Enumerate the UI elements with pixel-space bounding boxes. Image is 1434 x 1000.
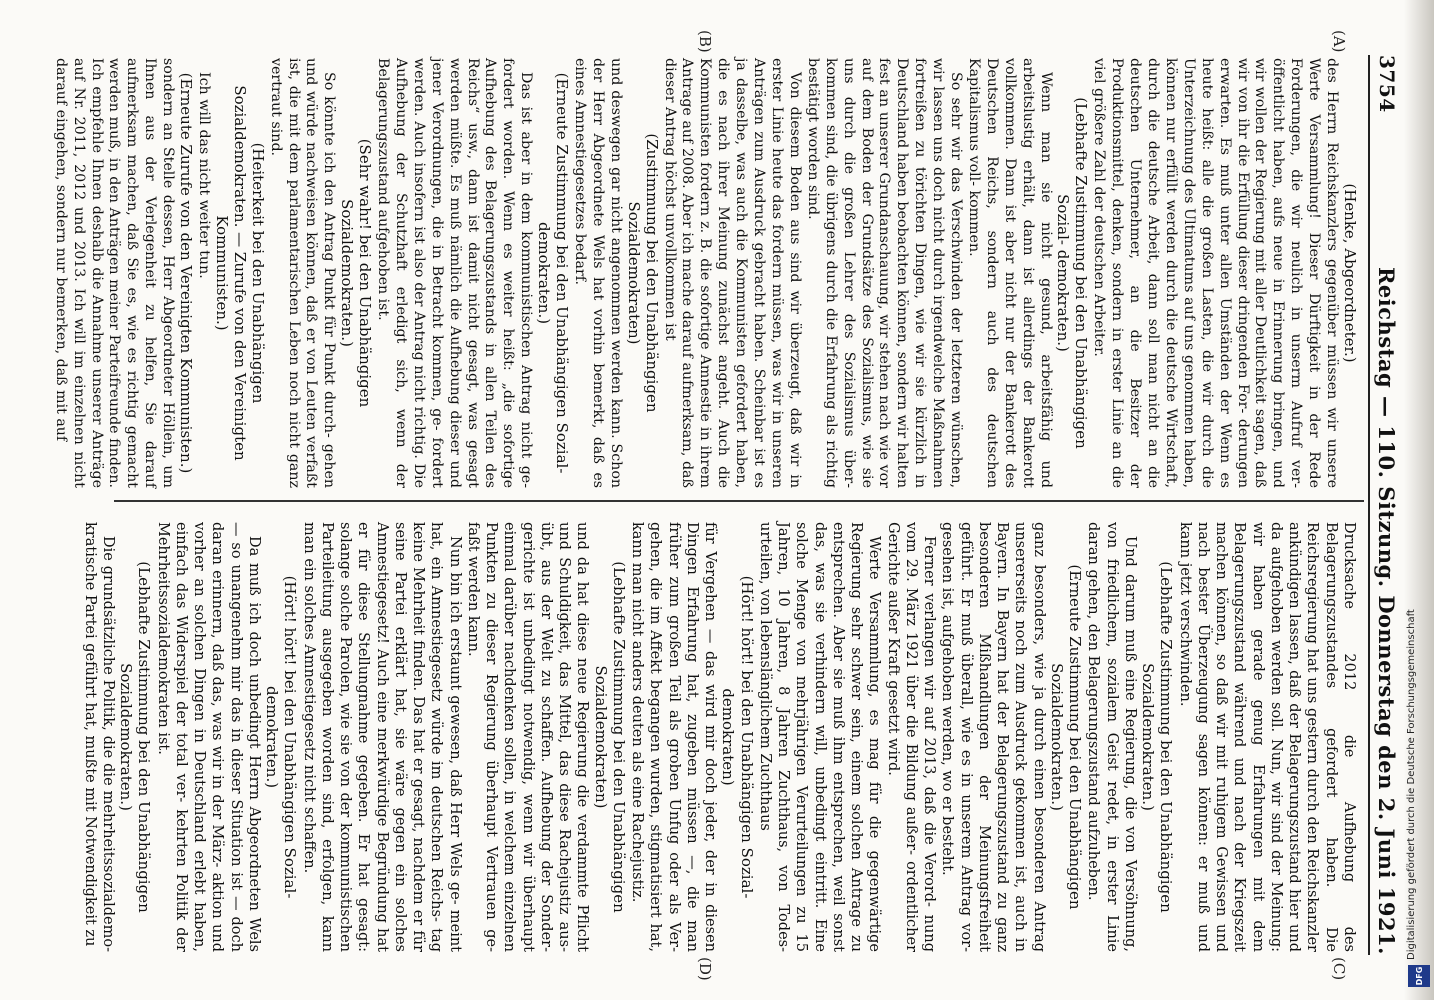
stage-direction: (Lebhafte Zustimmung bei den Unabhängigen Sozialdemokraten.) [117, 561, 154, 913]
stage-direction: (Henke, Abgeordneter.) [1341, 183, 1359, 363]
column-divider [114, 500, 1364, 502]
stage-direction: (Zustimmung bei den Unabhängigen Sozialdemokraten) [624, 133, 661, 413]
stage-direction: (Lebhafte Zustimmung bei den Unabhängigen Sozial- demokraten.) [1054, 97, 1091, 449]
running-title: Reichstag — 110. Sitzung. Donnerstag den 2. Juni 1921. [1374, 266, 1400, 955]
paragraph: und da hat diese neue Regierung die verdammte Pflicht und Schuldigkeit, das Mittel, das diese Rachejustiz aus- übt, aus der Welt zu schaffen. Aufhebung der Sonder- gerichte ist unbedingt notwendig, wenn wir überhaupt einmal darüber nachdenken sollen, in welchem einzelnen Punkten zu dieser Regierung überhaupt Vertrauen ge- faßt werden kann. [465, 522, 591, 952]
stage-direction: (Hört! hört! bei den Unabhängigen Sozial- demokraten) [719, 575, 756, 899]
paragraph: Von diesem Boden aus sind wir überzeugt, daß wir in erster Linie heute das fordern müssen, was wir in unseren Anträgen zum Ausdruck gebracht haben. Scheinbar ist es ja dasselbe, was auch die Kommunisten gefordert haben, die es nach ihrer Meinung zunächst angeht. Auch die Kommunisten fordern z. B. die sofortige Amnestie in ihrem Antrage auf 2008. Aber ich mache darauf aufmerksam, daß dieser Antrag höchst unvollkommen ist [661, 58, 803, 488]
paragraph: Drucksache 2012 die Aufhebung des Belagerungszustandes gefordert haben. Die Reichsregierung hat uns gestern durch den Reichskanzler ankündigen lassen, daß der Belagerungszustand hier und da aufgehoben werden soll. Nun, wir sind der Meinung: wir haben gerade genug Erfahrungen mit dem Belagerungszustand während und nach der Kriegszeit machen können, so daß wir mit ruhigem Gewissen und nach bester Überzeugung sagen können: er muß und kann jetzt verschwinden. [1176, 522, 1357, 952]
credit-text: Digitalisierung gefördert durch die Deutsche Forschungsgemeinschaft [1406, 609, 1417, 960]
paragraph: Die grundsätzliche Politik, die die mehrheitssozialdemo- kratische Partei geführt hat, mußte mit Notwendigkeit zu [81, 522, 116, 952]
paragraph: für Vergehen — das wird mir doch jeder, der in diesen Dingen Erfahrung hat, zugeben müssen —, die man früher zum großen Teil als groben Unfug oder als Ver- gehen, die im Affekt begangen wurden, stigmatisiert hat, kann man nicht anders deuten als eine Rachejustiz. [629, 522, 719, 952]
stage-direction: (Erneute Zurufe von den Vereinigten Kommunisten.) [177, 72, 196, 474]
right-text-column [81, 522, 1359, 952]
stage-direction: (Heiterkeit bei den Unabhängigen Sozialdemokraten. — Zurufe von den Vereinigten Kommunisten.) [212, 85, 267, 461]
stage-direction: (Lebhafte Zustimmung bei den Unabhängigen Sozialdemokraten) [591, 561, 628, 913]
paragraph: Wenn man sie nicht gesund, arbeitsfähig und arbeitslustig erhält, dann ist allerdings der Bankerott vollkommen. Dann ist aber nicht nur der Bankerott des Deutschen Reichs, sondern auch des deutschen Kapitalismus voll- kommen. [965, 58, 1054, 488]
page-header [1374, 55, 1400, 955]
paragraph: Ferner verlangen wir auf 2013, daß die Verord- nung vom 29. März 1921 über die Bildung außer- ordentlicher Gerichte außer Kraft gesetzt wird. [884, 522, 938, 952]
stage-direction: (Erneute Zustimmung bei den Unabhängigen Sozialdemokraten.) [1048, 564, 1085, 910]
paragraph: ganz besonders, wie ja durch einen besonderen Antrag unsererseits noch zum Ausdruck gekommen ist, auch in Bayern. In Bayern hat der Belagerungszustand zu ganz besonderen Mißhandlungen der Meinungsfreiheit geführt. Er muß überall, wie es in unserem Antrag vor- gesehen ist, aufgehoben werden, wo er besteht. [939, 522, 1047, 952]
margin-mark-d: (D) [696, 957, 714, 981]
stage-direction: (Sehr wahr! bei den Unabhängigen Sozialdemokraten.) [338, 138, 375, 408]
margin-mark-a: (A) [1330, 30, 1348, 53]
paragraph: So könnte ich den Antrag Punkt für Punkt durch- gehen und würde nachweisen können, daß er von Leuten verfaßt ist, die mit dem parlamentarischen Leben noch nicht ganz vertraut sind. [267, 58, 338, 488]
paragraph: So sehr wir das Verschwinden der letzteren wünschen, wir lassen uns doch nicht durch irgendwelche Maßnahmen fortreißen zu törichten Dingen, wie wir sie kürzlich in Deutschland haben beobachten können, sondern wir halten fest an unserer Grundanschauung, wir stehen nach wie vor auf dem Boden der Grundsätze des Sozialismus, wie sie uns durch die großen Lehrer des Sozialismus über- kommen sind, die übrigens durch die Erfahrung als richtig bestätigt worden sind. [804, 58, 965, 488]
paragraph: Werte Versammlung, es mag für die gegenwärtige Regierung sehr schwer sein, einem solchen Antrage zu entsprechen. Aber sie muß ihm entsprechen, weil sonst das, was sie verhindern will, unbedingt eintritt. Eine solche Menge von mehrjährigen Verurteilungen zu 15 Jahren, 10 Jahren, 8 Jahren Zuchthaus, von Todes- urteilen, von lebenslänglichem Zuchthaus [757, 522, 883, 952]
stage-direction: (Hört! hört! bei den Unabhängigen Sozial- demokraten.) [263, 575, 300, 899]
page-number: 3754 [1375, 55, 1399, 113]
paragraph: Ich will das nicht weiter tun. [196, 72, 212, 279]
dfg-logo: DFG [1408, 965, 1430, 987]
paragraph: und deswegen gar nicht angenommen werden kann. Schon der Herr Abgeordnete Wels hat vorhin bemerkt, daß es eines Amnestiegesetzes bedarf. [572, 58, 624, 488]
stage-direction: (Erneute Zustimmung bei den Unabhängigen Sozial- demokraten.) [535, 72, 572, 474]
paragraph: Das ist aber in dem kommunistischen Antrag nicht ge- fordert worden. Wenn es weiter heißt: „die sofortige Aufhebung des Belagerungszustands in allen Teilen des Reichs“ usw., dann ist damit nicht gesagt, was gesagt werden müßte. Es muß nämlich die Aufhebung dieser und jener Verordnungen, die in Betracht kommen, ge- fordert werden. Auch insofern ist also der Antrag nicht richtig. Die Aufhebung der Schutzhaft erledigt sich, wenn der Belagerungszustand aufgehoben ist. [375, 58, 535, 488]
paragraph: Nun bin ich erstaunt gewesen, daß Herr Wels ge- meint hat, ein Amnestiegesetz würde im deutschen Reichs- tag keine Mehrheit finden. Das hat er gesagt, nachdem er für seine Partei erklärt hat, sie wäre gegen ein solches Amnestiegesetz! Auch eine merkwürdige Begründung hat er für diese Stellungnahme gegeben. Er hat gesagt: solange solche Parolen, wie sie von der kommunistischen Parteileitung ausgegeben worden sind, erfolgen, kann man ein solches Amnestiegesetz nicht schaffen. [300, 522, 463, 952]
paragraph: des Herrn Reichskanzlers gegenüber müssen wir unsere Werte Versammlung! Dieser Dürftigkeit in der Rede Forderungen, die wir neulich in unserm Aufruf ver- öffentlicht haben, aufs neue in Erinnerung bringen, und wir wollen der Regierung mit aller Deutlichkeit sagen, daß wir von ihr die Erfüllung dieser dringenden For- derungen erwarten. Es muß unter allen Umständen der Wenn es heute heißt: alle die großen Lasten, die wir durch die Unterzeichnung des Ultimatums auf uns genommen haben, können nur erfüllt werden durch die deutsche Wirtschaft, durch die deutsche Arbeit, dann soll man nicht an die deutschen Unternehmer, an die Besitzer der Produktionsmittel, denken, sondern in erster Linie an die viel größere Zahl der deutschen Arbeiter. [1091, 58, 1341, 488]
paragraph: Und darum muß eine Regierung, die von Versöhnung, von friedlichem, sozialem Geist redet, in erster Linie daran gehen, den Belagerungszustand aufzuheben. [1085, 522, 1138, 952]
paragraph: Da muß ich doch unbedingt Herrn Abgeordneten Wels — so unangenehm mir das in dieser Situation ist — doch daran erinnern, daß das, was wir in der März- aktion und vorher an solchen Dingen in Deutschland erlebt haben, einfach das Widerspiel der total ver- kehrten Politik der Mehrheitssozialdemokraten ist. [154, 522, 262, 952]
paragraph: sondern an Stelle dessen, Herr Abgeordneter Höllein, um Ihnen aus der Verlegenheit zu helfen, Sie darauf aufmerksam machen, daß Sie es, wie es richtig gemacht werden muß, in den Anträgen meiner Parteifreunde finden. Ich empfehle Ihnen deshalb die Annahme unserer Anträge auf Nr. 2011, 2012 und 2013. Ich will im einzelnen nicht darauf eingehen, sondern nur bemerken, daß mit auf [52, 58, 177, 488]
margin-mark-c: (C) [1330, 957, 1348, 981]
left-text-column [51, 58, 1358, 488]
margin-mark-b: (B) [696, 30, 714, 53]
header-rule [1368, 55, 1370, 955]
stage-direction: (Lebhafte Zustimmung bei den Unabhängigen Sozialdemokraten.) [1139, 561, 1176, 913]
